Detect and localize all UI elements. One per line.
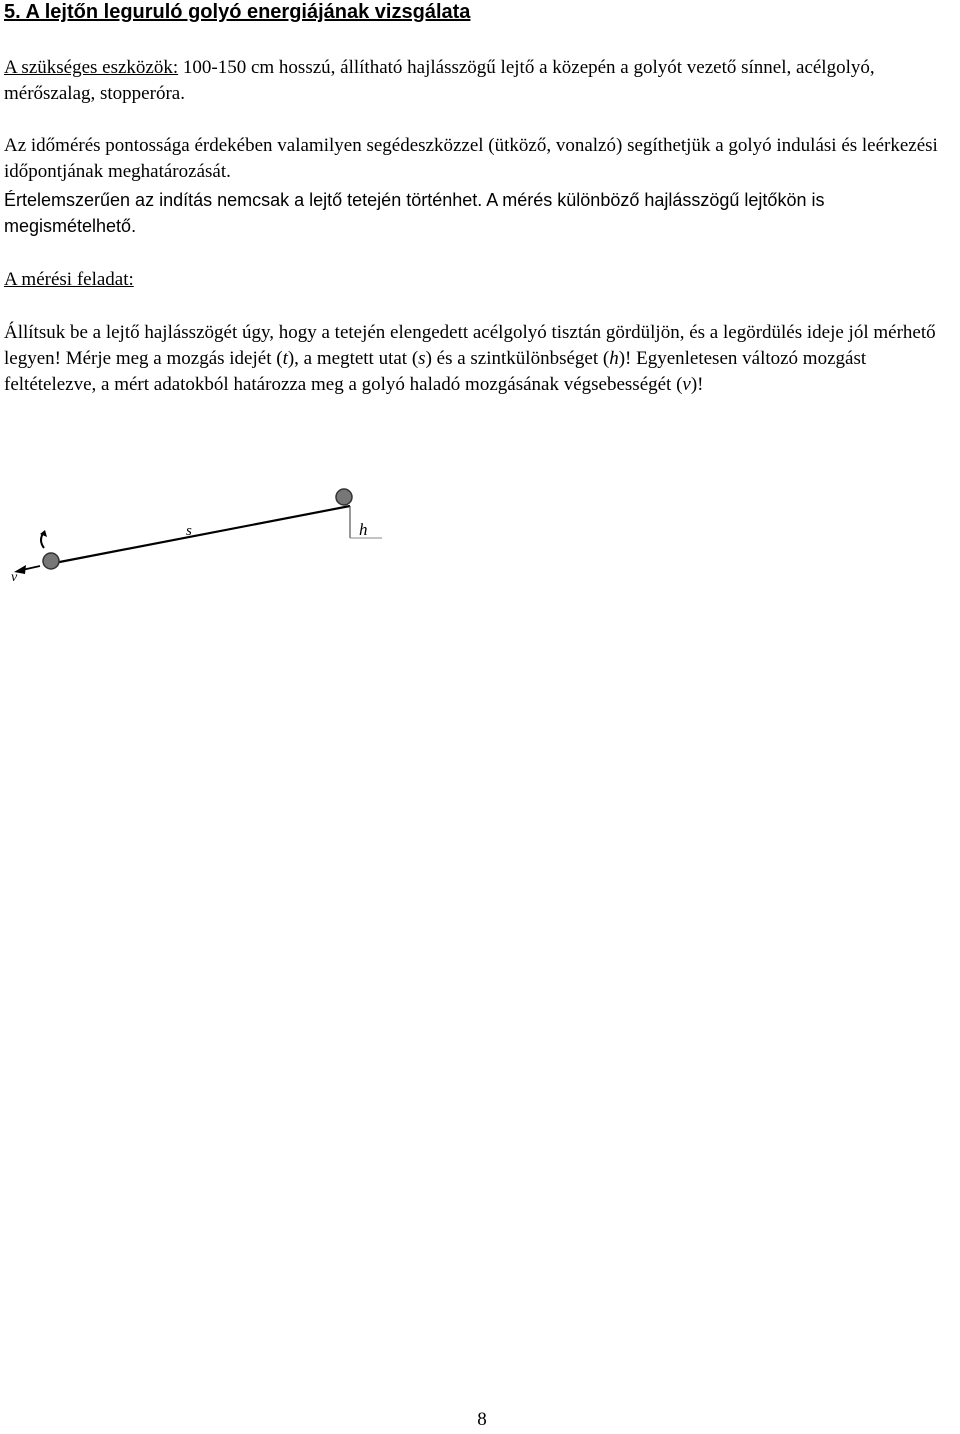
ball-bottom	[43, 553, 59, 569]
task-text-2: ), a megtett utat (	[287, 348, 419, 369]
page-number: 8	[477, 1409, 487, 1430]
ball-top	[336, 489, 352, 505]
section-heading: 5. A lejtőn leguruló golyó energiájának vizsgálata	[4, 1, 471, 23]
tools-text: 100-150 cm hosszú, állítható hajlásszögű lejtő a közepén a golyót vezető sínnel, acélgolyó, mérőszalag, stopperóra.	[4, 57, 875, 104]
task-text-4: )! Egyenletesen változó mozgást feltételezve, a mért adatokból határozza meg a golyó haladó mozgásának végsebességét (	[4, 348, 867, 395]
start-paragraph: Értelemszerűen az indítás nemcsak a lejtő tetején történhet. A mérés különböző hajlásszögű lejtőkön is megismételhető.	[4, 190, 825, 236]
label-s: s	[186, 523, 192, 539]
tools-paragraph	[4, 55, 956, 107]
var-h: h	[609, 348, 619, 369]
var-t: t	[282, 348, 288, 369]
label-v: v	[11, 570, 18, 585]
incline-slope-line	[44, 506, 350, 565]
task-text-3: ) és a szintkülönbséget (	[425, 348, 610, 369]
tools-label: A szükséges eszközök:	[4, 57, 179, 78]
timing-paragraph: Az időmérés pontossága érdekében valamilyen segédeszközzel (ütköző, vonalzó) segíthetjük a golyó indulási és leérkezési időpontjának meghatározását.	[4, 135, 938, 182]
task-paragraph	[4, 320, 956, 398]
task-text-5: )!	[690, 374, 704, 395]
task-text-1: Állítsuk be a lejtő hajlásszögét úgy, hogy a tetején elengedett acélgolyó tisztán gördüljön, és a legördülés ideje jól mérhető legyen! Mérje meg a mozgás idejét (	[4, 322, 936, 369]
var-v: v	[682, 374, 691, 395]
task-label: A mérési feladat:	[4, 269, 134, 290]
var-s: s	[418, 348, 426, 369]
incline-diagram	[0, 460, 400, 630]
label-h: h	[359, 520, 368, 539]
task-label-paragraph	[4, 267, 956, 293]
